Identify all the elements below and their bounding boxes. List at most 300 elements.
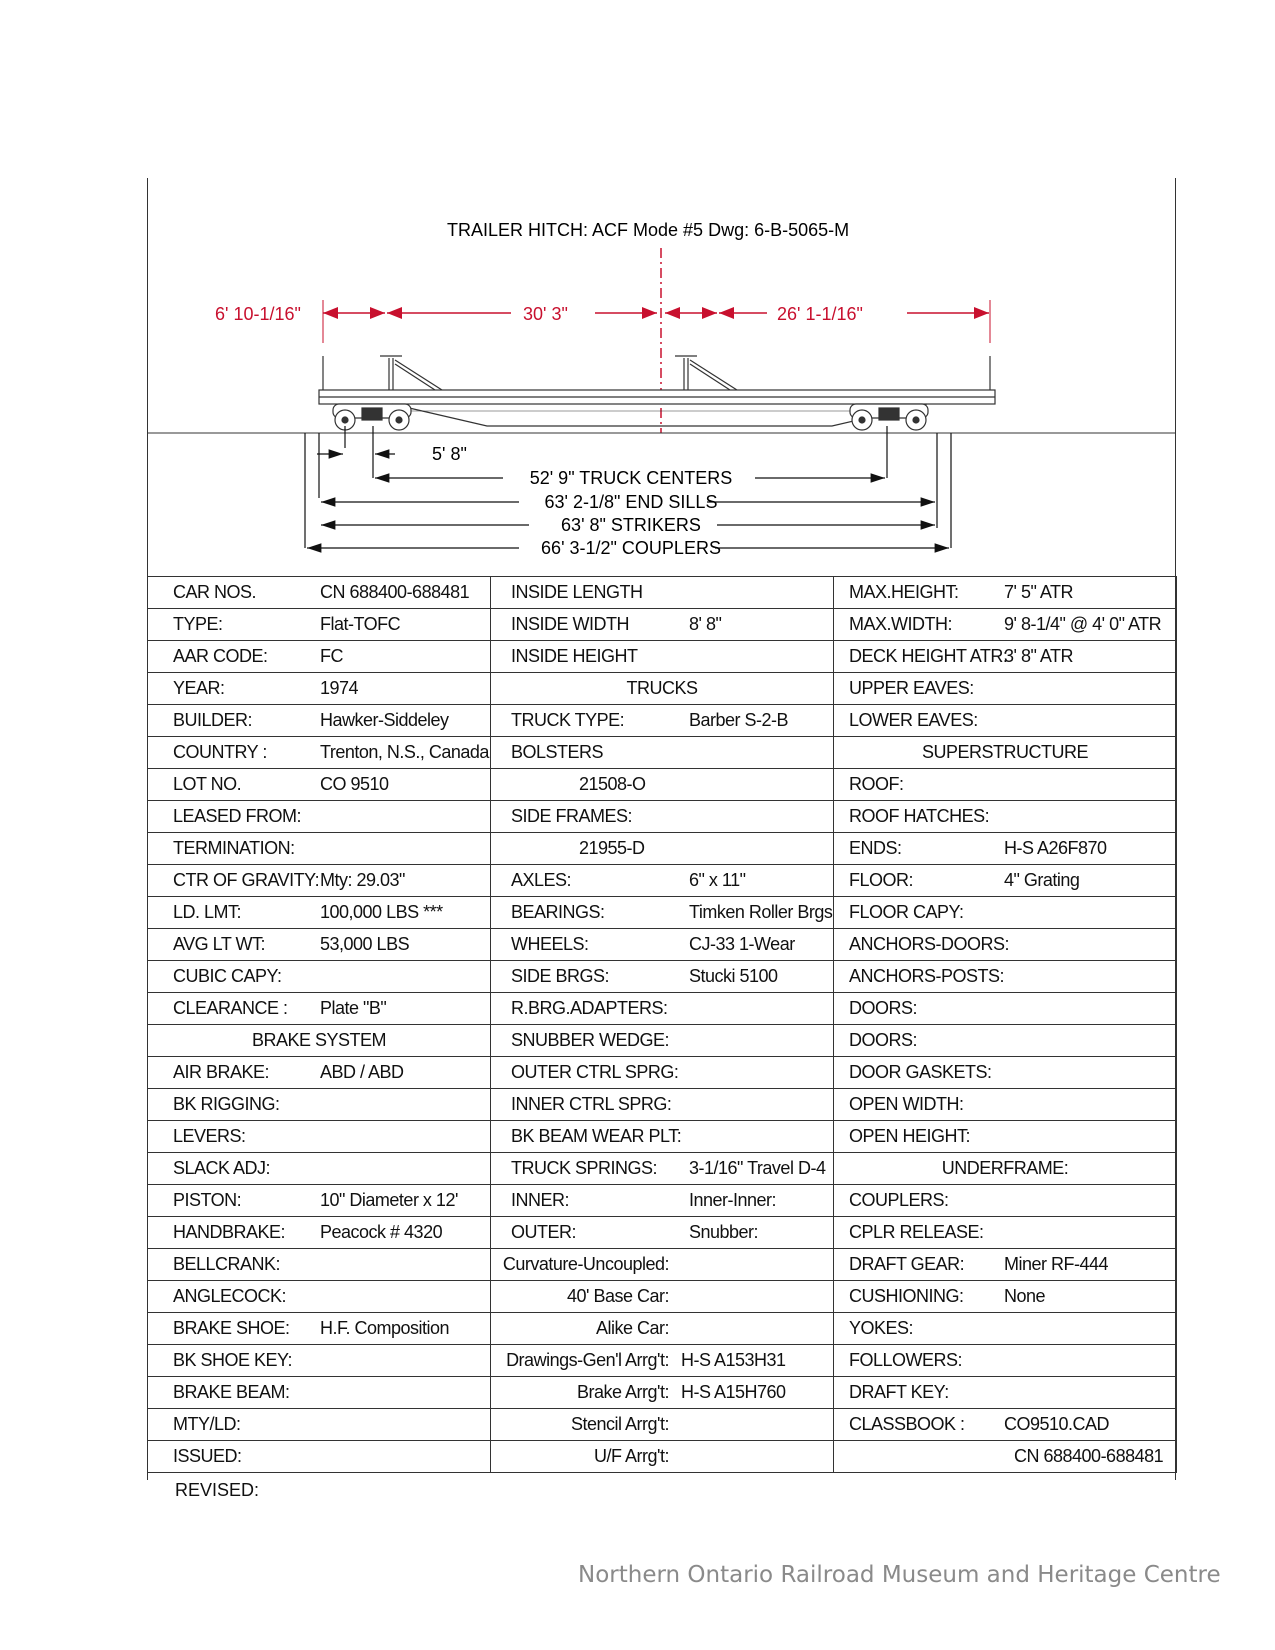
spec-label: AIR BRAKE: [173,1062,270,1082]
spec-cell-content [491,1409,833,1440]
dim-wheel-label: 5' 8" [432,444,467,464]
section-header: BRAKE SYSTEM [148,1025,491,1057]
trailer-hitch-left [380,356,442,390]
spec-label: SIDE BRGS: [511,966,610,986]
spec-cell-content [834,1409,1176,1440]
spec-label: BK SHOE KEY: [173,1350,293,1370]
spec-cell [834,769,1177,801]
spec-cell [148,1377,491,1409]
spec-cell-content [491,865,833,896]
spec-value: H-S A26F870 [1004,838,1107,858]
spec-cell [834,609,1177,641]
spec-cell [148,1313,491,1345]
spec-label: ROOF HATCHES: [849,806,990,826]
spec-value: Timken Roller Brgs [689,902,833,922]
spec-value: H.F. Composition [320,1318,450,1338]
spec-label: MTY/LD: [173,1414,241,1434]
spec-label: ANCHORS-POSTS: [849,966,1005,986]
spec-row [148,1249,1177,1281]
spec-cell [148,1217,491,1249]
spec-cell [148,1345,491,1377]
spec-cell [834,641,1177,673]
spec-cell-content [491,1345,833,1376]
spec-value: H-S A15H760 [681,1382,786,1402]
spec-cell-content [148,1217,490,1248]
spec-cell-content [148,1409,490,1440]
spec-row [148,801,1177,833]
spec-value: 6" x 11" [689,870,746,890]
spec-row [148,1313,1177,1345]
spec-label: AXLES: [511,870,572,890]
spec-value: 53,000 LBS [320,934,410,954]
spec-label: DOOR GASKETS: [849,1062,992,1082]
spec-label: BRAKE BEAM: [173,1382,290,1402]
spec-label: SIDE FRAMES: [511,806,633,826]
spec-label: CLEARANCE : [173,998,288,1018]
spec-cell [148,1249,491,1281]
spec-label: MAX.HEIGHT: [849,582,959,602]
spec-cell-content [148,1377,490,1408]
spec-label: Alike Car: [595,1318,669,1338]
spec-label: Curvature-Uncoupled: [502,1254,669,1274]
spec-cell [148,993,491,1025]
truck-right [850,404,928,430]
spec-row [148,929,1177,961]
spec-label: OUTER: [511,1222,577,1242]
spec-label: MAX.WIDTH: [849,614,952,634]
spec-cell-content [834,1089,1176,1120]
spec-value: CN 688400-688481 [1014,1446,1164,1466]
spec-cell-content [148,1441,490,1472]
spec-label: CUSHIONING: [849,1286,964,1306]
spec-label: BEARINGS: [511,902,605,922]
spec-cell-content [148,737,490,768]
spec-row [148,1217,1177,1249]
spec-cell-content [491,1217,833,1248]
spec-label: OPEN HEIGHT: [849,1126,971,1146]
spec-cell-content [834,993,1176,1024]
spec-cell-content [491,609,833,640]
spec-label: BRAKE SHOE: [173,1318,290,1338]
spec-cell-content [834,705,1176,736]
spec-cell [491,1217,834,1249]
spec-cell-content [491,1025,833,1056]
spec-cell [148,1153,491,1185]
spec-cell [148,865,491,897]
spec-label: PISTON: [173,1190,242,1210]
spec-row [148,833,1177,865]
spec-row [148,705,1177,737]
spec-cell-content [834,1185,1176,1216]
spec-cell-content [834,1377,1176,1408]
spec-cell-content [491,1249,833,1280]
spec-cell-content [148,673,490,704]
spec-cell-content [834,641,1176,672]
spec-cell-content [148,1345,490,1376]
spec-cell-content [834,1057,1176,1088]
spec-cell-content [834,769,1176,800]
spec-label: YEAR: [173,678,225,698]
spec-label: ROOF: [849,774,904,794]
spec-cell-content [491,1057,833,1088]
spec-label: WHEELS: [511,934,589,954]
spec-label: LD. LMT: [173,902,242,922]
spec-cell-content [491,737,833,768]
spec-row [148,673,1177,705]
spec-cell [834,1057,1177,1089]
spec-cell [834,1377,1177,1409]
spec-cell [834,993,1177,1025]
spec-cell-content [148,1057,490,1088]
spec-label: ENDS: [849,838,902,858]
spec-value: 10" Diameter x 12' [320,1190,458,1210]
spec-cell [148,577,491,609]
spec-cell-content [834,1313,1176,1344]
spec-cell-content [834,609,1176,640]
spec-cell-content [148,1281,490,1312]
spec-cell-content [491,1313,833,1344]
spec-cell [148,673,491,705]
spec-cell-content [491,1441,833,1472]
spec-cell [834,577,1177,609]
spec-label: ISSUED: [173,1446,242,1466]
spec-label: INNER: [511,1190,570,1210]
spec-cell-content [491,641,833,672]
spec-value: CO9510.CAD [1004,1414,1110,1434]
spec-cell [148,1281,491,1313]
spec-label: ANCHORS-DOORS: [849,934,1010,954]
spec-cell-content [491,897,833,928]
spec-value: 9' 8-1/4" @ 4' 0" ATR [1004,614,1162,634]
spec-cell [148,1409,491,1441]
spec-label: INSIDE WIDTH [511,614,629,634]
spec-row [148,1281,1177,1313]
spec-cell [834,1121,1177,1153]
spec-cell [491,961,834,993]
spec-cell-content [834,1281,1176,1312]
spec-cell [148,609,491,641]
spec-cell-content [148,577,490,608]
spec-cell-content [491,929,833,960]
spec-cell-content [491,1153,833,1184]
spec-row [148,993,1177,1025]
spec-cell-content [491,577,833,608]
spec-label: BK RIGGING: [173,1094,280,1114]
spec-value: Flat-TOFC [320,614,401,634]
spec-cell [491,1121,834,1153]
spec-label: CTR OF GRAVITY: [173,870,320,890]
spec-cell-content [491,1121,833,1152]
spec-cell [491,929,834,961]
spec-cell-content [491,1185,833,1216]
dim-right-label: 26' 1-1/16" [777,304,863,324]
hitch-title: TRAILER HITCH: ACF Mode #5 Dwg: 6-B-5065-M [447,220,850,240]
spec-value: Mty: 29.03" [320,870,405,890]
spec-cell [148,641,491,673]
spec-cell [491,1057,834,1089]
spec-label: COUNTRY : [173,742,267,762]
spec-cell-content [491,833,833,864]
spec-label: FLOOR CAPY: [849,902,964,922]
spec-cell [148,897,491,929]
flatcar-diagram [147,178,1176,576]
spec-cell-content [491,801,833,832]
spec-cell [491,801,834,833]
spec-cell-content [148,993,490,1024]
spec-cell [491,737,834,769]
spec-cell [834,961,1177,993]
spec-cell-content [834,1345,1176,1376]
spec-row [148,641,1177,673]
spec-value: 100,000 LBS *** [320,902,443,922]
spec-cell [491,1025,834,1057]
couplers-label: 66' 3-1/2" COUPLERS [541,538,721,558]
spec-cell-content [834,961,1176,992]
spec-value: Peacock # 4320 [320,1222,443,1242]
spec-cell-content [148,833,490,864]
spec-value: Trenton, N.S., Canada [320,742,489,762]
spec-cell [834,705,1177,737]
spec-cell [148,705,491,737]
spec-cell [834,929,1177,961]
spec-cell [834,1409,1177,1441]
section-header: UNDERFRAME: [834,1153,1177,1185]
spec-cell [834,1217,1177,1249]
spec-cell [491,769,834,801]
spec-cell [491,1377,834,1409]
spec-cell [491,705,834,737]
spec-row [148,1153,1177,1185]
strikers-label: 63' 8" STRIKERS [561,515,701,535]
revised-label: REVISED: [175,1480,260,1500]
spec-value: Stucki 5100 [689,966,778,986]
spec-label: UPPER EAVES: [849,678,974,698]
spec-label: FOLLOWERS: [849,1350,963,1370]
spec-row [148,609,1177,641]
spec-cell [148,1185,491,1217]
end-sills-label: 63' 2-1/8" END SILLS [544,492,718,512]
spec-label: TERMINATION: [173,838,295,858]
spec-cell-content [834,929,1176,960]
spec-cell-content [491,1377,833,1408]
spec-cell-content [834,833,1176,864]
spec-label: R.BRG.ADAPTERS: [511,998,668,1018]
spec-cell [834,1025,1177,1057]
spec-label: LEASED FROM: [173,806,302,826]
spec-cell [491,1153,834,1185]
spec-cell [834,1345,1177,1377]
spec-cell [834,865,1177,897]
spec-cell [148,961,491,993]
spec-label: CAR NOS. [173,582,257,602]
spec-cell-content [148,769,490,800]
spec-cell [834,1249,1177,1281]
spec-cell [148,737,491,769]
spec-label: OUTER CTRL SPRG: [511,1062,679,1082]
spec-label: FLOOR: [849,870,914,890]
spec-cell-content [834,1025,1176,1056]
spec-cell [491,1281,834,1313]
spec-label: COUPLERS: [849,1190,949,1210]
spec-cell [491,993,834,1025]
spec-cell [148,1121,491,1153]
spec-cell-content [148,1089,490,1120]
spec-label: DRAFT KEY: [849,1382,949,1402]
spec-cell-content [834,1121,1176,1152]
spec-row [148,1025,1177,1057]
spec-label: CLASSBOOK : [849,1414,965,1434]
spec-cell [148,1089,491,1121]
dim-left-label: 6' 10-1/16" [215,304,301,324]
spec-cell-content [148,961,490,992]
spec-value: Inner-Inner: [689,1190,777,1210]
spec-label: SLACK ADJ: [173,1158,271,1178]
spec-label: INNER CTRL SPRG: [511,1094,672,1114]
spec-label: AVG LT WT: [173,934,266,954]
spec-value: Barber S-2-B [689,710,789,730]
spec-cell [834,673,1177,705]
spec-cell [148,833,491,865]
spec-label: Brake Arrg't: [577,1382,669,1402]
spec-label: 40' Base Car: [567,1286,669,1306]
spec-label: DRAFT GEAR: [849,1254,965,1274]
spec-value: 21508-O [579,774,646,794]
spec-label: SNUBBER WEDGE: [511,1030,670,1050]
spec-cell [491,865,834,897]
spec-row [148,1121,1177,1153]
spec-cell-content [148,1185,490,1216]
truck-centers-label: 52' 9" TRUCK CENTERS [529,468,733,488]
spec-cell [491,641,834,673]
spec-cell-content [148,1121,490,1152]
spec-cell-content [491,1281,833,1312]
spec-cell-content [834,1249,1176,1280]
spec-cell [148,801,491,833]
spec-value: 1974 [320,678,359,698]
spec-value: None [1004,1286,1046,1306]
spec-cell-content [834,577,1176,608]
spec-cell-content [834,897,1176,928]
spec-label: LOWER EAVES: [849,710,978,730]
spec-cell [491,1345,834,1377]
spec-row [148,897,1177,929]
spec-label: HANDBRAKE: [173,1222,286,1242]
spec-label: DECK HEIGHT ATR: [849,646,1008,666]
spec-cell-content [148,609,490,640]
spec-cell-content [491,1089,833,1120]
spec-row [148,1409,1177,1441]
spec-cell [491,1409,834,1441]
spec-label: Drawings-Gen'l Arrg't: [506,1350,669,1370]
spec-label: INSIDE LENGTH [511,582,643,602]
spec-value: ABD / ABD [320,1062,404,1082]
spec-sheet [147,178,1176,1500]
spec-row [148,577,1177,609]
spec-label: ANGLECOCK: [173,1286,287,1306]
spec-cell [491,609,834,641]
spec-cell-content [148,1249,490,1280]
spec-label: U/F Arrg't: [594,1446,669,1466]
spec-label: TRUCK TYPE: [511,710,625,730]
spec-value: Snubber: [689,1222,759,1242]
spec-row [148,1089,1177,1121]
spec-label: INSIDE HEIGHT [511,646,638,666]
spec-value: CJ-33 1-Wear [689,934,795,954]
spec-cell [491,1313,834,1345]
spec-cell [148,769,491,801]
spec-row [148,865,1177,897]
spec-row [148,1377,1177,1409]
spec-cell-content [834,1217,1176,1248]
spec-label: AAR CODE: [173,646,268,666]
spec-label: DOORS: [849,1030,918,1050]
spec-cell-content [491,769,833,800]
spec-label: BELLCRANK: [173,1254,281,1274]
spec-cell-content [148,801,490,832]
spec-cell-content [148,929,490,960]
spec-label: LOT NO. [173,774,242,794]
spec-cell-content [148,1153,490,1184]
spec-cell [834,897,1177,929]
spec-cell [491,897,834,929]
spec-cell-content [148,865,490,896]
trailer-hitch-right [675,356,737,390]
spec-row [148,1057,1177,1089]
spec-cell [491,1249,834,1281]
spec-label: YOKES: [849,1318,914,1338]
section-header: SUPERSTRUCTURE [834,737,1177,769]
spec-cell [491,1185,834,1217]
spec-cell [834,1089,1177,1121]
spec-label: CPLR RELEASE: [849,1222,984,1242]
spec-value: CN 688400-688481 [320,582,470,602]
spec-table [147,576,1177,1473]
spec-value: 3' 8" ATR [1004,646,1074,666]
spec-cell [148,1441,491,1473]
spec-label: TRUCK SPRINGS: [511,1158,658,1178]
spec-label: BK BEAM WEAR PLT: [511,1126,682,1146]
spec-value: Miner RF-444 [1004,1254,1109,1274]
footer-credit: Northern Ontario Railroad Museum and Heritage Centre [578,1562,1221,1588]
spec-cell [834,1281,1177,1313]
spec-cell-content [491,705,833,736]
spec-cell [491,1089,834,1121]
spec-row [148,961,1177,993]
spec-label: CUBIC CAPY: [173,966,282,986]
spec-cell-content [834,801,1176,832]
spec-cell [491,1441,834,1473]
spec-row [148,737,1177,769]
spec-cell [148,1057,491,1089]
spec-cell-content [148,705,490,736]
spec-row [148,1185,1177,1217]
spec-label: BOLSTERS [511,742,604,762]
spec-cell [491,833,834,865]
spec-row [148,1441,1177,1473]
spec-cell [834,1441,1177,1473]
spec-cell-content [148,1313,490,1344]
spec-value: 21955-D [579,838,645,858]
spec-cell-content [491,961,833,992]
spec-cell-content [491,993,833,1024]
spec-cell [148,929,491,961]
spec-cell-content [148,897,490,928]
spec-label: LEVERS: [173,1126,246,1146]
spec-value: 4" Grating [1004,870,1080,890]
spec-row [148,769,1177,801]
spec-label: TYPE: [173,614,223,634]
dim-mid-label: 30' 3" [523,304,568,324]
